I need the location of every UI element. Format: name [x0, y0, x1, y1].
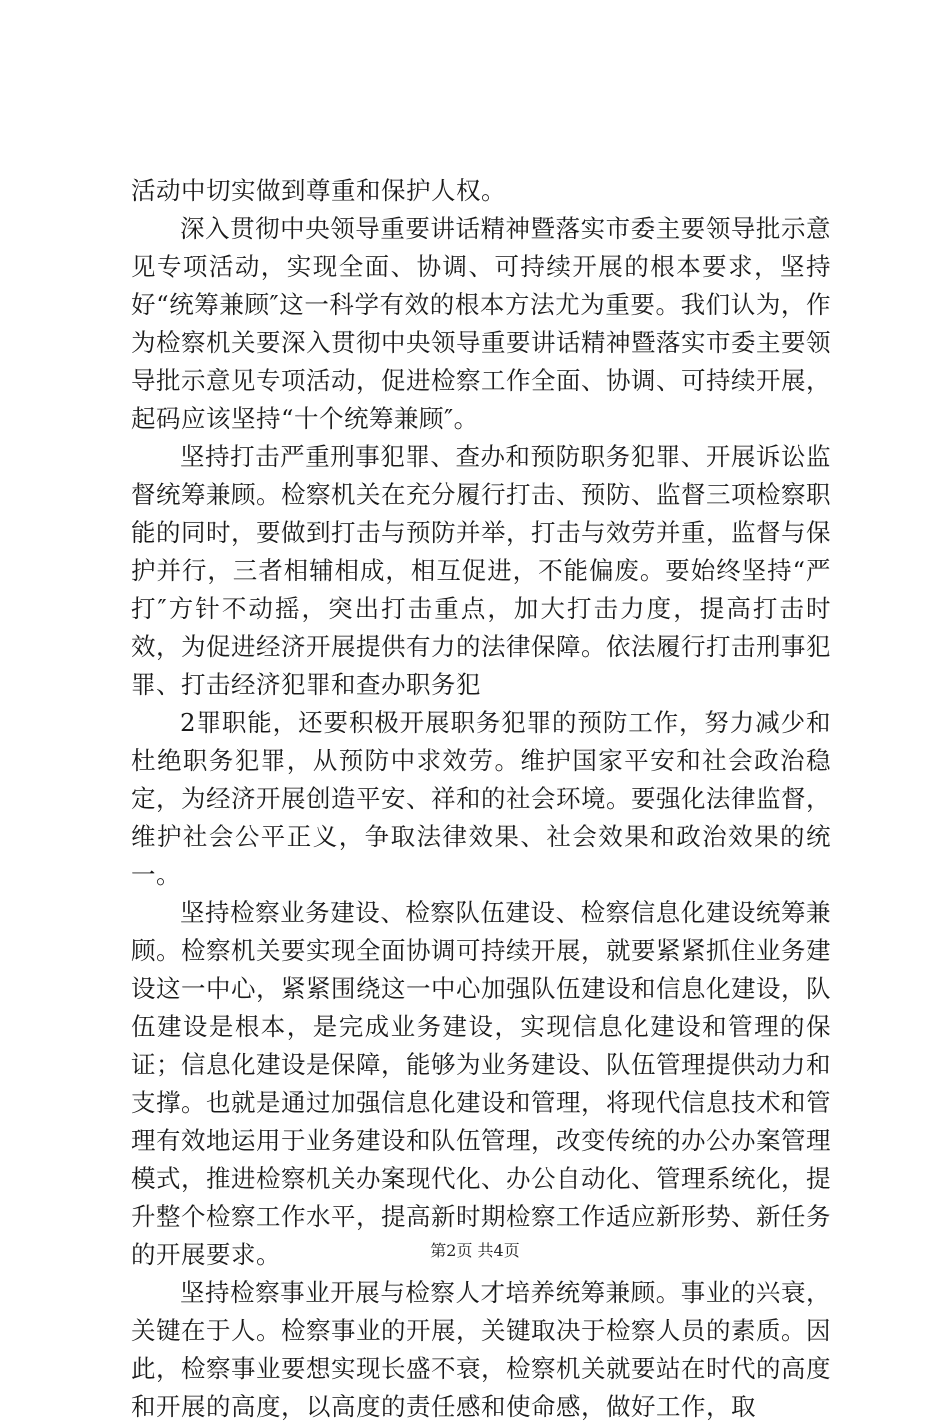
paragraph-continuation: 活动中切实做到尊重和保护人权。 [131, 176, 506, 205]
paragraph-construction: 坚持检察业务建设、检察队伍建设、检察信息化建设统筹兼顾。检察机关要实现全面协调可持续开展，就要紧紧抓住业务建设这一中心，紧紧围绕这一中心加强队伍建设和信息化建设，队伍建设是根本，是完成业务建设，实现信息化建设和管理的保证；信息化建设是保障，能够为业务建设、队伍管理提供动力和支撑。也就是通过加强信息化建设和管理，将现代信息技术和管理有效地运用于业务建设和队伍管理，改变传统的办公办案管理模式，推进检察机关办案现代化、办公自动化、管理系统化，提升整个检察工作水平，提高新时期检察工作适应新形势、新任务的开展要求。 [131, 898, 831, 1269]
paragraph-prevention-duty: 2罪职能，还要积极开展职务犯罪的预防工作，努力减少和杜绝职务犯罪，从预防中求效劳。维护国家平安和社会政治稳定，为经济开展创造平安、祥和的社会环境。要强化法律监督，维护社会公平正义，争取法律效果、社会效果和政治效果的统一。 [131, 708, 831, 889]
paragraph-crime-prevention: 坚持打击严重刑事犯罪、查办和预防职务犯罪、开展诉讼监督统筹兼顾。检察机关在充分履行打击、预防、监督三项检察职能的同时，要做到打击与预防并举，打击与效劳并重，监督与保护并行，三者相辅相成，相互促进，不能偏废。要始终坚持“严打″方针不动摇，突出打击重点，加大打击力度，提高打击时效，为促进经济开展提供有力的法律保障。依法履行打击刑事犯罪、打击经济犯罪和查办职务犯 [131, 442, 831, 699]
page-footer: 第2页 共4页 [430, 1241, 520, 1260]
paragraph-talent: 坚持检察事业开展与检察人才培养统筹兼顾。事业的兴衰，关键在于人。检察事业的开展，关键取决于检察人员的素质。因此，检察事业要想实现长盛不衰，检察机关就要站在时代的高度和开展的高度，以高度的责任感和使命感，做好工作，取 [131, 1278, 831, 1421]
paragraph-intro: 深入贯彻中央领导重要讲话精神暨落实市委主要领导批示意见专项活动，实现全面、协调、可持续开展的根本要求，坚持好“统筹兼顾″这一科学有效的根本方法尤为重要。我们认为，作为检察机关要深入贯彻中央领导重要讲话精神暨落实市委主要领导批示意见专项活动，促进检察工作全面、协调、可持续开展，起码应该坚持“十个统筹兼顾″。 [131, 214, 831, 433]
